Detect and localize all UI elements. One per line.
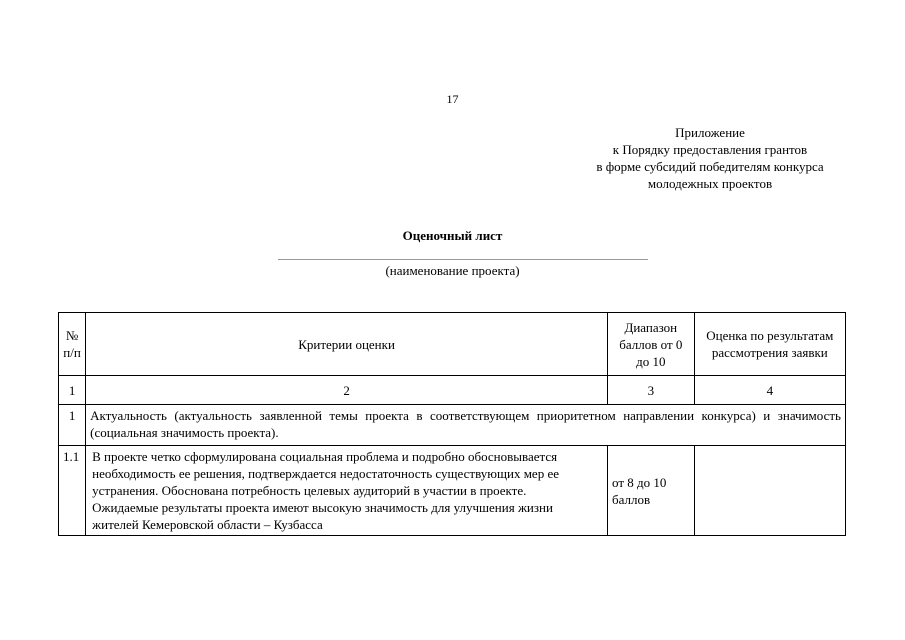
page-number: 17 [446, 92, 459, 106]
index-cell: 1 [59, 376, 86, 405]
appendix-block [560, 124, 860, 192]
index-cell: 4 [694, 376, 845, 405]
table-row [59, 446, 846, 536]
row-num: 1.1 [59, 446, 86, 536]
row-criteria: В проекте четко сформулирована социальная проблема и подробно обосновывается необходимость ее решения, подтверждается недостаточность существующих мер ее устранения. Обоснована потребность целевых аудиторий в участии в проекте. Ожидаемые результаты проекта имеют высокую значимость для улучшения жизни жителей Кемеровской области – Кузбасса [86, 446, 608, 536]
document-title: Оценочный лист [402, 228, 503, 243]
table-index-row [59, 376, 846, 405]
header-criteria: Критерии оценки [86, 313, 608, 376]
evaluation-table [58, 312, 846, 536]
table-header-row [59, 313, 846, 376]
table-section-row [59, 405, 846, 446]
appendix-line: молодежных проектов [647, 176, 773, 191]
row-evaluation [694, 446, 845, 536]
index-cell: 3 [608, 376, 695, 405]
appendix-line: в форме субсидий победителям конкурса [596, 159, 824, 174]
appendix-line: к Порядку предоставления грантов [612, 142, 808, 157]
section-num: 1 [59, 405, 86, 446]
index-cell: 2 [86, 376, 608, 405]
header-evaluation: Оценка по результатам рассмотрения заявки [694, 313, 845, 376]
project-name-line [278, 259, 648, 260]
header-range: Диапазон баллов от 0 до 10 [608, 313, 695, 376]
row-range: от 8 до 10 баллов [608, 446, 695, 536]
appendix-line: Приложение [675, 125, 745, 140]
project-name-caption: (наименование проекта) [385, 263, 520, 278]
header-num: № п/п [59, 313, 86, 376]
section-text: Актуальность (актуальность заявленной темы проекта в соответствующем приоритетном направлении конкурса) и значимость (социальная значимость проекта). [86, 405, 846, 446]
